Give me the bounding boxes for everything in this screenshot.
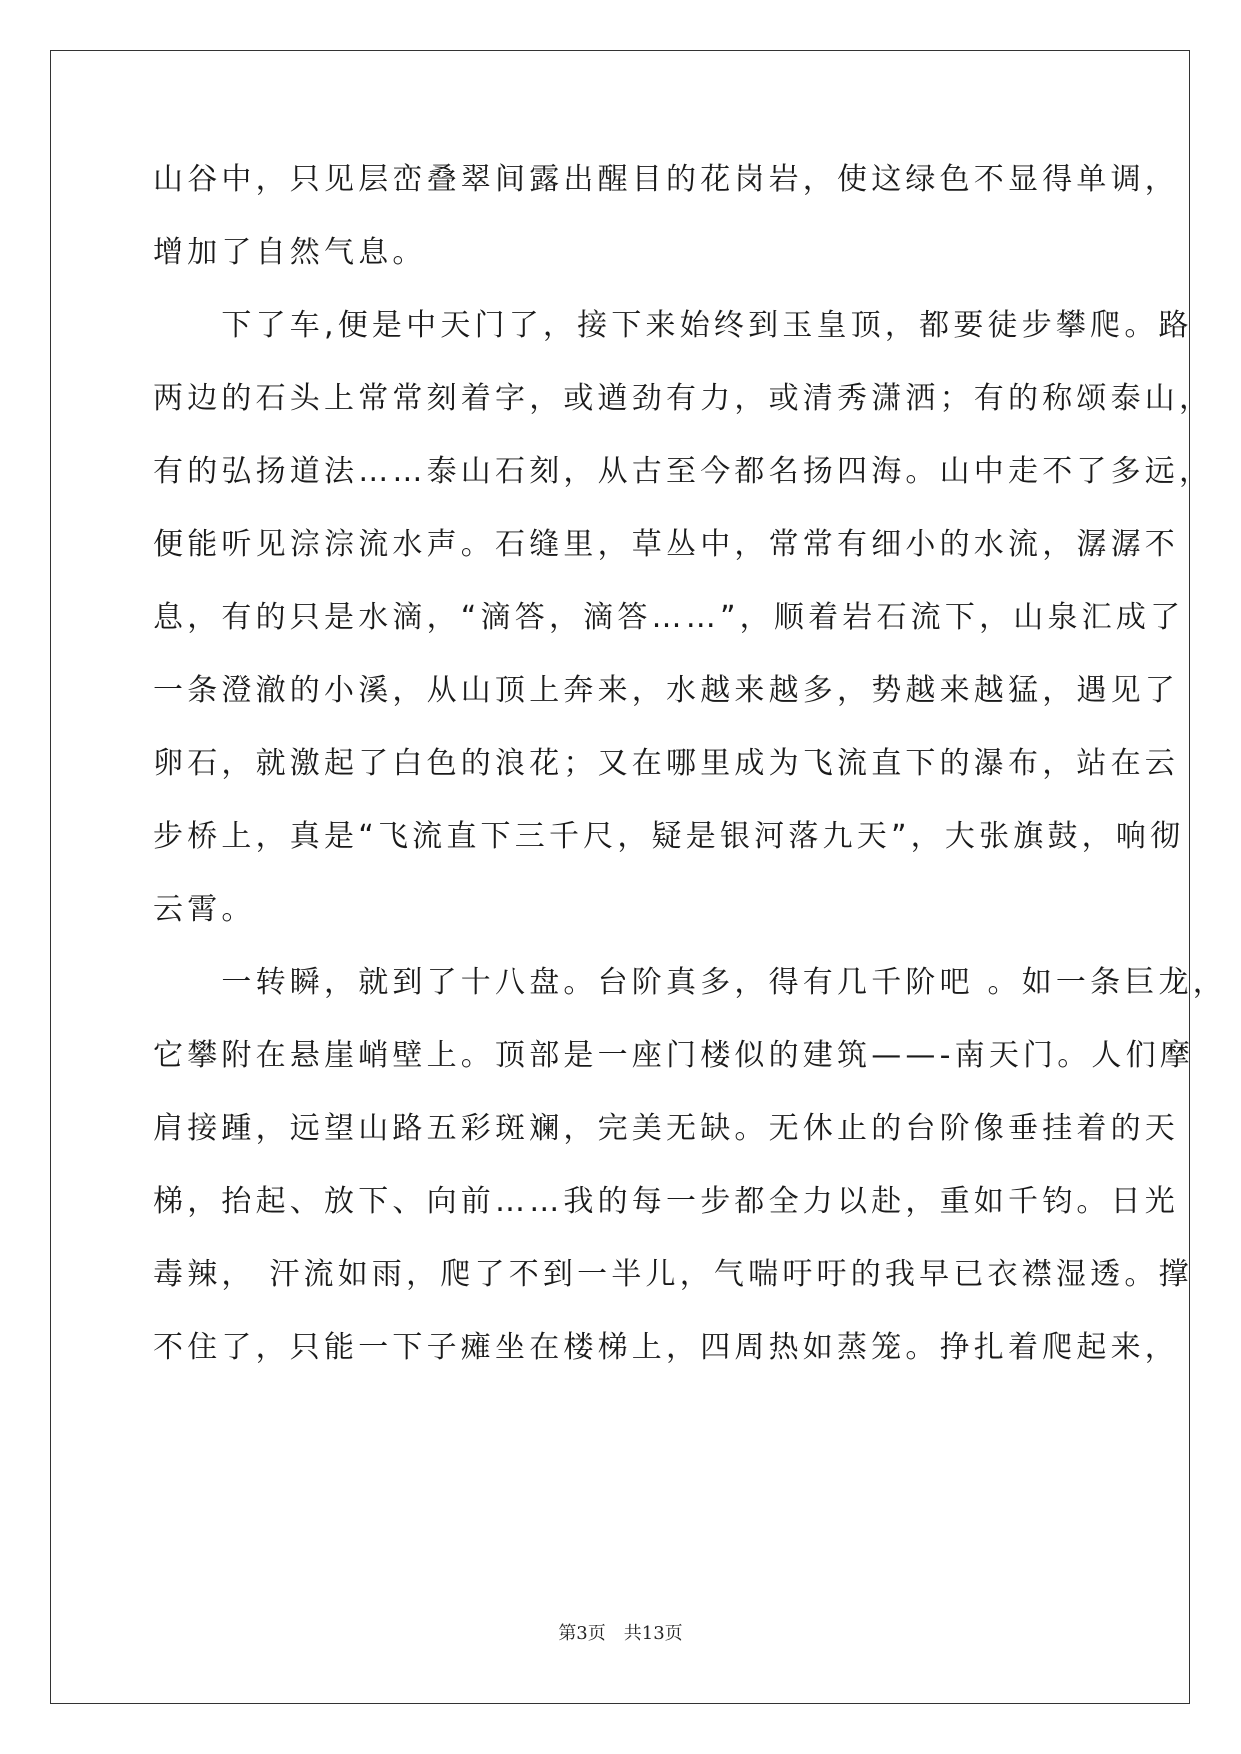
text-line: 肩接踵，远望山路五彩斑斓，完美无缺。无休止的台阶像垂挂着的天 <box>153 1111 1179 1146</box>
text-line: 毒辣， 汗流如雨，爬了不到一半儿，气喘吁吁的我早已衣襟湿透。撑 <box>153 1257 1193 1292</box>
text-line: 一条澄澈的小溪，从山顶上奔来，水越来越多，势越来越猛，遇见了 <box>153 673 1179 708</box>
text-line: 梯，抬起、放下、向前……我的每一步都全力以赴，重如千钧。日光 <box>153 1184 1179 1219</box>
text-line: 山谷中，只见层峦叠翠间露出醒目的花岗岩，使这绿色不显得单调， <box>153 162 1179 197</box>
text-line: 一转瞬，就到了十八盘。台阶真多，得有几千阶吧 。如一条巨龙， <box>153 965 1227 1000</box>
text-line: 有的弘扬道法……泰山石刻，从古至今都名扬四海。山中走不了多远， <box>153 454 1214 489</box>
text-line: 增加了自然气息。 <box>153 235 427 270</box>
text-line: 步桥上，真是“飞流直下三千尺，疑是银河落九天”，大张旗鼓，响彻 <box>153 819 1185 854</box>
page-border <box>50 50 1190 1704</box>
text-line: 云霄。 <box>153 892 256 927</box>
text-line: 两边的石头上常常刻着字，或遒劲有力，或清秀潇洒；有的称颂泰山， <box>153 381 1214 416</box>
text-line: 息，有的只是水滴，“滴答，滴答……”，顺着岩石流下，山泉汇成了 <box>153 600 1185 635</box>
page-footer: 第3页 共13页 <box>558 1623 683 1644</box>
text-line: 下了车,便是中天门了，接下来始终到玉皇顶，都要徒步攀爬。路 <box>153 308 1193 343</box>
text-line: 它攀附在悬崖峭壁上。顶部是一座门楼似的建筑——-南天门。人们摩 <box>153 1038 1195 1073</box>
text-line: 便能听见淙淙流水声。石缝里，草丛中，常常有细小的水流，潺潺不 <box>153 527 1179 562</box>
text-line: 卵石，就激起了白色的浪花；又在哪里成为飞流直下的瀑布，站在云 <box>153 746 1179 781</box>
text-line: 不住了，只能一下子瘫坐在楼梯上，四周热如蒸笼。挣扎着爬起来， <box>153 1330 1179 1365</box>
